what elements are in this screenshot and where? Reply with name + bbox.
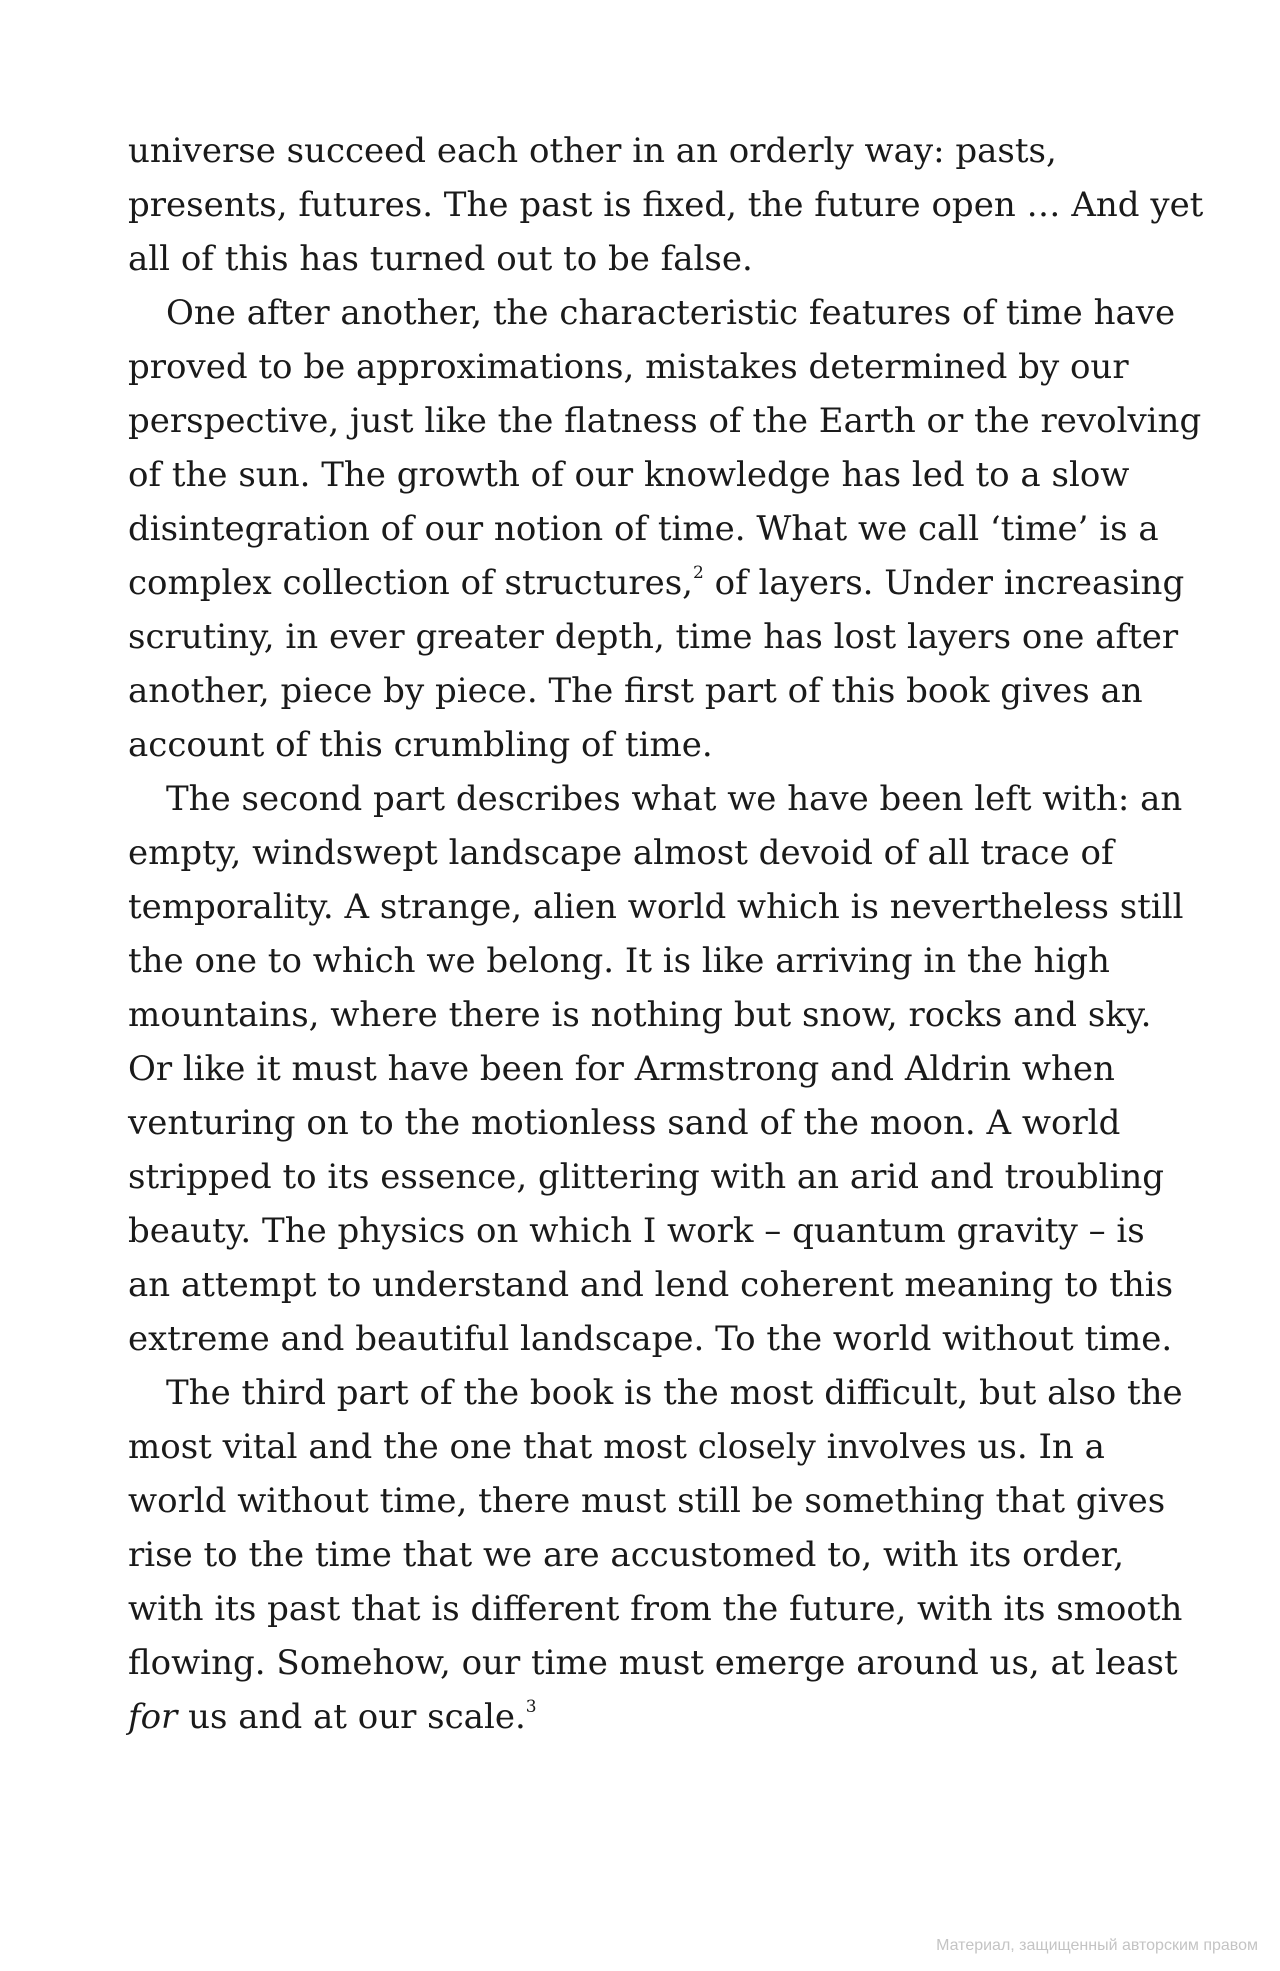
copyright-watermark: Материал, защищенный авторским правом	[936, 1937, 1258, 1954]
footnote-marker: 3	[525, 1697, 537, 1717]
text-line: universe succeed each other in an orderly way: pasts,	[128, 131, 1057, 171]
text-line: with its past that is different from the future, with its smooth	[128, 1589, 1183, 1629]
text-line: stripped to its essence, glittering with an arid and troubling	[128, 1157, 1165, 1197]
text-line	[128, 556, 1185, 610]
text-line: perspective, just like the flatness of the Earth or the revolving	[128, 401, 1202, 441]
text-segment: of layers. Under increasing	[703, 563, 1185, 603]
text-line: disintegration of our notion of time. What we call ‘time’ is a	[128, 509, 1159, 549]
text-line: flowing. Somehow, our time must emerge around us, at least	[128, 1643, 1178, 1683]
text-line: of the sun. The growth of our knowledge has led to a slow	[128, 455, 1130, 495]
text-line: proved to be approximations, mistakes determined by our	[128, 347, 1129, 387]
text-line: presents, futures. The past is fixed, the future open … And yet	[128, 185, 1204, 225]
footnote-marker: 2	[692, 563, 704, 583]
page-body-text	[128, 124, 1204, 1744]
text-line: extreme and beautiful landscape. To the world without time.	[128, 1319, 1173, 1359]
text-line: most vital and the one that most closely involves us. In a	[128, 1427, 1105, 1467]
text-line: beauty. The physics on which I work – quantum gravity – is	[128, 1211, 1145, 1251]
text-line: The second part describes what we have been left with: an	[166, 779, 1183, 819]
text-segment: us and at our scale.	[177, 1697, 526, 1737]
text-line: world without time, there must still be something that gives	[128, 1481, 1166, 1521]
text-line: Or like it must have been for Armstrong and Aldrin when	[128, 1049, 1115, 1089]
text-line: One after another, the characteristic features of time have	[166, 293, 1176, 333]
text-line: all of this has turned out to be false.	[128, 239, 753, 279]
text-line: another, piece by piece. The first part of this book gives an	[128, 671, 1143, 711]
text-line: the one to which we belong. It is like arriving in the high	[128, 941, 1110, 981]
text-line: venturing on to the motionless sand of the moon. A world	[128, 1103, 1121, 1143]
text-line: scrutiny, in ever greater depth, time has lost layers one after	[128, 617, 1179, 657]
text-line	[128, 1690, 1168, 1744]
italic-text: for	[128, 1697, 178, 1737]
text-line: rise to the time that we are accustomed to, with its order,	[128, 1535, 1125, 1575]
text-line: The third part of the book is the most difficult, but also the	[166, 1373, 1183, 1413]
text-line: empty, windswept landscape almost devoid of all trace of	[128, 833, 1114, 873]
text-line: account of this crumbling of time.	[128, 725, 713, 765]
text-segment: complex collection of structures,	[128, 563, 693, 603]
text-line: mountains, where there is nothing but snow, rocks and sky.	[128, 995, 1152, 1035]
text-line: temporality. A strange, alien world which is nevertheless still	[128, 887, 1184, 927]
text-line: an attempt to understand and lend coherent meaning to this	[128, 1265, 1174, 1305]
